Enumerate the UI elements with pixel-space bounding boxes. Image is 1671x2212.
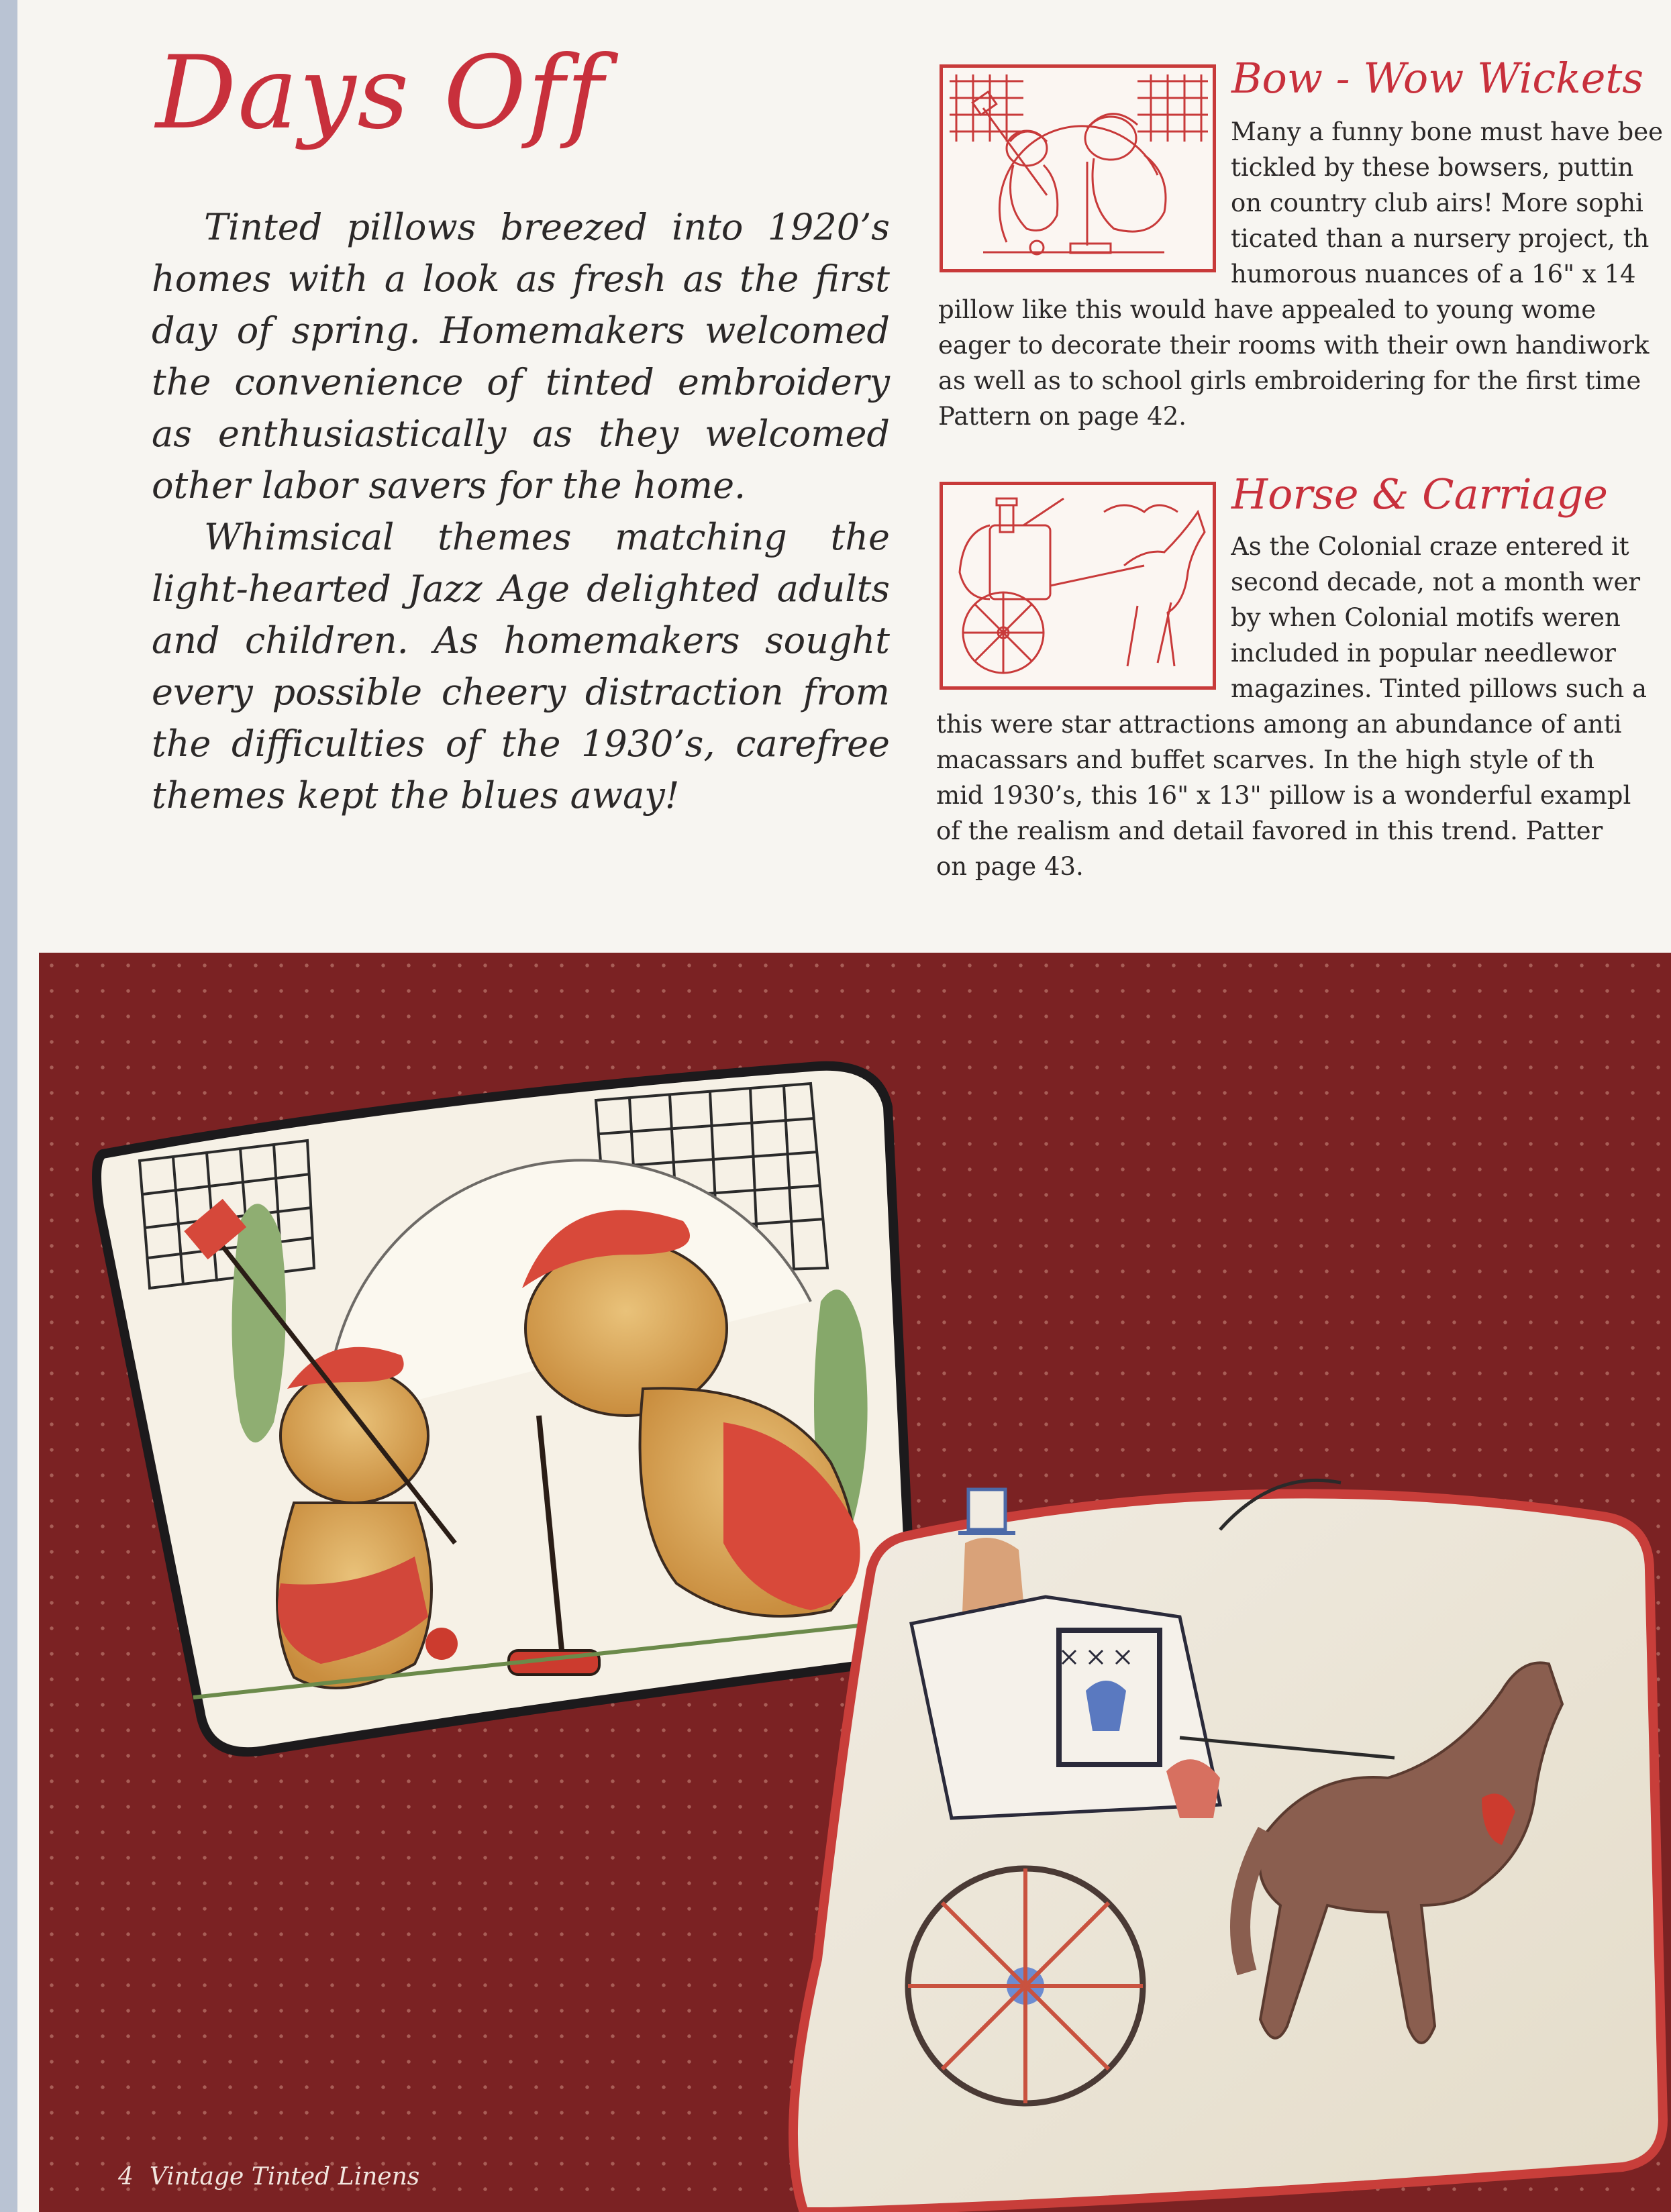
text-line: tickled by these bowsers, puttin bbox=[1231, 153, 1634, 182]
text-line: second decade, not a month wer bbox=[1231, 568, 1641, 596]
text-line: included in popular needlewor bbox=[1231, 639, 1616, 668]
intro-text bbox=[152, 201, 890, 821]
text-line: macassars and buffet scarves. In the high style of th bbox=[936, 745, 1595, 774]
page-number: 4 bbox=[118, 2163, 134, 2191]
book-title: Vintage Tinted Linens bbox=[149, 2163, 420, 2191]
text-line: pillow like this would have appealed to young wome bbox=[938, 295, 1597, 324]
page-title: Days Off bbox=[156, 35, 605, 152]
text-line: of the realism and detail favored in this trend. Patter bbox=[936, 817, 1603, 845]
section-title-bow-wow-wickets: Bow - Wow Wickets bbox=[1231, 54, 1644, 103]
text-line: this were star attractions among an abundance of anti bbox=[936, 710, 1622, 739]
bow-wow-thumbnail bbox=[940, 64, 1216, 272]
section-title-horse-carriage: Horse & Carriage bbox=[1231, 470, 1608, 519]
section-body-horse-carriage-cont bbox=[936, 706, 1671, 884]
section-body-horse-carriage bbox=[1231, 529, 1671, 706]
text-line: on page 43. bbox=[936, 852, 1084, 881]
text-line: as well as to school girls embroidering for the first time bbox=[938, 366, 1641, 395]
horse-carriage-thumbnail bbox=[940, 482, 1216, 690]
text-line: mid 1930’s, this 16" x 13" pillow is a wonderful exampl bbox=[936, 781, 1631, 810]
section-body-bow-wow-wickets-cont bbox=[938, 292, 1671, 434]
text-line: As the Colonial craze entered it bbox=[1231, 532, 1629, 561]
text-line: by when Colonial motifs weren bbox=[1231, 603, 1621, 632]
croquet-pillow bbox=[97, 1066, 911, 1752]
page-footer bbox=[118, 2163, 419, 2191]
text-line: magazines. Tinted pillows such a bbox=[1231, 674, 1648, 703]
text-line: Pattern on page 42. bbox=[938, 402, 1186, 431]
pillows-photograph bbox=[39, 953, 1671, 2212]
pillows-photo-illustration bbox=[39, 953, 1671, 2212]
section-body-bow-wow-wickets bbox=[1231, 114, 1671, 292]
text-line: on country club airs! More sophi bbox=[1231, 189, 1643, 217]
text-line: eager to decorate their rooms with their own handiwork bbox=[938, 331, 1650, 360]
text-line: Many a funny bone must have bee bbox=[1231, 117, 1664, 146]
horse-carriage-pillow bbox=[793, 1480, 1663, 2212]
intro-paragraph-1: Tinted pillows breezed into 1920’s homes with a look as fresh as the first day of spring. Homemakers welcomed the convenience of tinted embroidery as enthusiastically as they welcomed other labor savers for the home. bbox=[152, 206, 890, 507]
text-line: humorous nuances of a 16" x 14 bbox=[1231, 260, 1636, 288]
intro-paragraph-2: Whimsical themes matching the light-hearted Jazz Age delighted adults and children. As homemakers sought every possible cheery distraction from the difficulties of the 1930’s, carefree themes kept the blues away! bbox=[152, 516, 890, 817]
horse-carriage-illustration bbox=[943, 485, 1213, 686]
text-line: ticated than a nursery project, th bbox=[1231, 224, 1650, 253]
left-edge-band bbox=[0, 0, 17, 2212]
croquet-dogs-illustration bbox=[943, 68, 1213, 269]
